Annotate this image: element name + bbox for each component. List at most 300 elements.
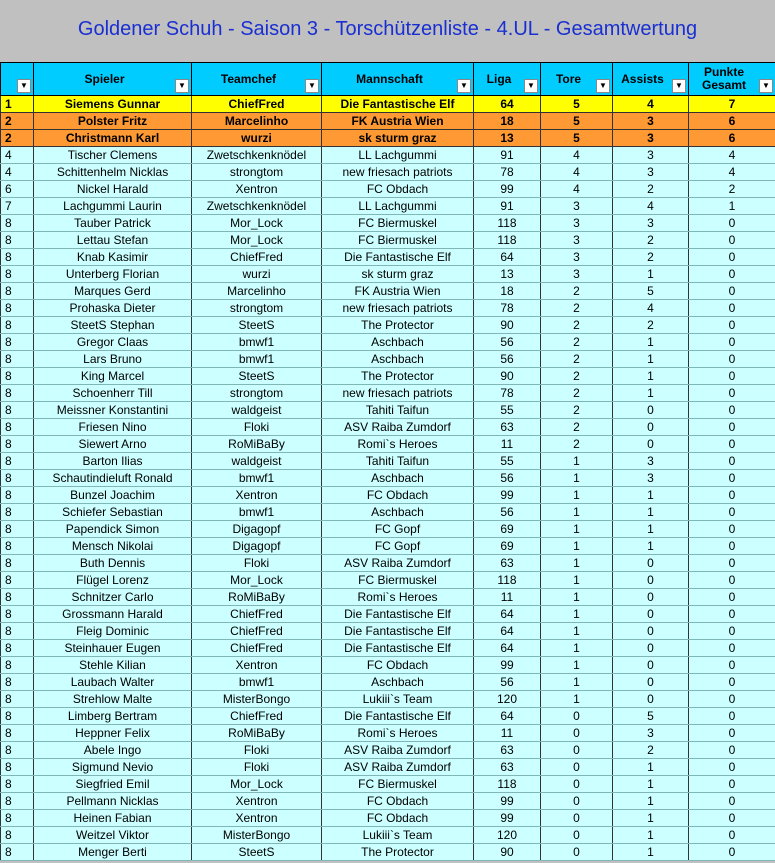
spieler-cell: Marques Gerd [34,283,192,300]
assists-cell: 0 [613,640,689,657]
rank-cell: 8 [1,606,34,623]
punkte-cell: 0 [689,521,775,538]
header-rank [1,63,34,96]
spieler-cell: Steinhauer Eugen [34,640,192,657]
spieler-cell: Siewert Arno [34,436,192,453]
teamchef-cell: RoMiBaBy [192,436,322,453]
rank-cell: 8 [1,436,34,453]
punkte-cell: 0 [689,674,775,691]
tore-cell: 0 [541,708,613,725]
liga-cell: 90 [474,368,541,385]
teamchef-cell: RoMiBaBy [192,589,322,606]
rank-cell: 8 [1,283,34,300]
tore-cell: 1 [541,589,613,606]
tore-cell: 5 [541,113,613,130]
punkte-cell: 0 [689,657,775,674]
teamchef-cell: bmwf1 [192,504,322,521]
teamchef-cell: wurzi [192,266,322,283]
rank-cell: 4 [1,164,34,181]
mannschaft-cell: FC Gopf [322,521,474,538]
liga-cell: 91 [474,147,541,164]
mannschaft-cell: Tahiti Taifun [322,453,474,470]
teamchef-cell: Xentron [192,657,322,674]
liga-cell: 118 [474,232,541,249]
punkte-cell: 0 [689,232,775,249]
teamchef-cell: ChiefFred [192,623,322,640]
table-row [1,827,775,844]
table-row [1,674,775,691]
mannschaft-cell: FC Obdach [322,487,474,504]
spieler-cell: Pellmann Nicklas [34,793,192,810]
teamchef-cell: Xentron [192,487,322,504]
table-row [1,572,775,589]
tore-cell: 1 [541,657,613,674]
liga-cell: 99 [474,793,541,810]
spieler-cell: Buth Dennis [34,555,192,572]
table-row [1,521,775,538]
teamchef-cell: Mor_Lock [192,572,322,589]
teamchef-cell: ChiefFred [192,708,322,725]
assists-cell: 1 [613,521,689,538]
tore-cell: 4 [541,181,613,198]
tore-cell: 3 [541,249,613,266]
teamchef-cell: Mor_Lock [192,776,322,793]
spieler-cell: Schnitzer Carlo [34,589,192,606]
mannschaft-cell: Aschbach [322,470,474,487]
rank-cell: 8 [1,504,34,521]
teamchef-cell: Digagopf [192,538,322,555]
teamchef-cell: Mor_Lock [192,232,322,249]
assists-cell: 4 [613,198,689,215]
liga-cell: 64 [474,249,541,266]
table-row [1,266,775,283]
spieler-cell: Abele Ingo [34,742,192,759]
liga-cell: 64 [474,606,541,623]
mannschaft-cell: Romi`s Heroes [322,436,474,453]
tore-cell: 4 [541,164,613,181]
liga-cell: 78 [474,300,541,317]
filter-dropdown-icon[interactable]: ▼ [17,79,31,93]
mannschaft-cell: Lukiii`s Team [322,691,474,708]
mannschaft-cell: The Protector [322,317,474,334]
rank-cell: 6 [1,181,34,198]
rank-cell: 8 [1,793,34,810]
teamchef-cell: Xentron [192,793,322,810]
liga-cell: 99 [474,487,541,504]
assists-cell: 3 [613,453,689,470]
tore-cell: 2 [541,283,613,300]
assists-cell: 3 [613,164,689,181]
liga-cell: 63 [474,419,541,436]
assists-cell: 1 [613,266,689,283]
rank-cell: 8 [1,742,34,759]
rank-cell: 8 [1,589,34,606]
table-row [1,742,775,759]
tore-cell: 2 [541,436,613,453]
table-row [1,793,775,810]
rank-cell: 8 [1,708,34,725]
spieler-cell: Knab Kasimir [34,249,192,266]
teamchef-cell: Zwetschkenknödel [192,198,322,215]
liga-cell: 56 [474,674,541,691]
filter-dropdown-icon[interactable]: ▼ [672,79,686,93]
mannschaft-cell: Die Fantastische Elf [322,606,474,623]
mannschaft-cell: ASV Raiba Zumdorf [322,555,474,572]
tore-cell: 1 [541,521,613,538]
table-row [1,844,775,861]
punkte-cell: 0 [689,453,775,470]
liga-cell: 64 [474,708,541,725]
teamchef-cell: Xentron [192,181,322,198]
table-row [1,181,775,198]
table-row [1,300,775,317]
table-row [1,96,775,113]
teamchef-cell: ChiefFred [192,606,322,623]
teamchef-cell: Xentron [192,810,322,827]
header-mannschaft: Mannschaft ▼ [322,63,474,96]
liga-cell: 64 [474,96,541,113]
table-row [1,402,775,419]
liga-cell: 13 [474,130,541,147]
punkte-cell: 0 [689,844,775,861]
tore-cell: 3 [541,232,613,249]
spieler-cell: Heppner Felix [34,725,192,742]
table-row [1,657,775,674]
spieler-cell: Schoenherr Till [34,385,192,402]
assists-cell: 2 [613,232,689,249]
spieler-cell: Sigmund Nevio [34,759,192,776]
filter-dropdown-icon[interactable]: ▼ [175,79,189,93]
spieler-cell: Flügel Lorenz [34,572,192,589]
spieler-cell: Friesen Nino [34,419,192,436]
spieler-cell: Strehlow Malte [34,691,192,708]
assists-cell: 3 [613,470,689,487]
rank-cell: 8 [1,521,34,538]
liga-cell: 90 [474,844,541,861]
teamchef-cell: bmwf1 [192,351,322,368]
rank-cell: 8 [1,215,34,232]
liga-cell: 118 [474,572,541,589]
tore-cell: 1 [541,674,613,691]
teamchef-cell: ChiefFred [192,249,322,266]
assists-cell: 1 [613,504,689,521]
assists-cell: 1 [613,810,689,827]
liga-cell: 11 [474,589,541,606]
filter-dropdown-icon[interactable]: ▼ [596,79,610,93]
mannschaft-cell: FK Austria Wien [322,283,474,300]
header-liga: Liga ▼ [474,63,541,96]
table-row [1,164,775,181]
assists-cell: 0 [613,623,689,640]
rank-cell: 8 [1,827,34,844]
punkte-cell: 0 [689,402,775,419]
spieler-cell: Lars Bruno [34,351,192,368]
spieler-cell: Unterberg Florian [34,266,192,283]
spieler-cell: Heinen Fabian [34,810,192,827]
tore-cell: 3 [541,215,613,232]
assists-cell: 1 [613,759,689,776]
assists-cell: 0 [613,572,689,589]
spieler-cell: Barton Ilias [34,453,192,470]
assists-cell: 3 [613,130,689,147]
punkte-cell: 0 [689,623,775,640]
punkte-cell: 0 [689,572,775,589]
rank-cell: 8 [1,640,34,657]
mannschaft-cell: Lukiii`s Team [322,827,474,844]
teamchef-cell: strongtom [192,300,322,317]
spieler-cell: Christmann Karl [34,130,192,147]
tore-cell: 1 [541,691,613,708]
rank-cell: 8 [1,776,34,793]
tore-cell: 1 [541,453,613,470]
spieler-cell: Schautindieluft Ronald [34,470,192,487]
assists-cell: 3 [613,147,689,164]
punkte-cell: 0 [689,589,775,606]
table-row [1,640,775,657]
tore-cell: 1 [541,623,613,640]
teamchef-cell: Marcelinho [192,283,322,300]
mannschaft-cell: FC Biermuskel [322,232,474,249]
teamchef-cell: bmwf1 [192,334,322,351]
mannschaft-cell: FC Biermuskel [322,572,474,589]
table-row [1,691,775,708]
teamchef-cell: ChiefFred [192,96,322,113]
tore-cell: 0 [541,810,613,827]
rank-cell: 7 [1,198,34,215]
mannschaft-cell: FC Obdach [322,793,474,810]
assists-cell: 0 [613,555,689,572]
mannschaft-cell: Die Fantastische Elf [322,640,474,657]
tore-cell: 0 [541,725,613,742]
assists-cell: 3 [613,215,689,232]
rank-cell: 8 [1,266,34,283]
mannschaft-cell: Aschbach [322,334,474,351]
table-row [1,232,775,249]
punkte-cell: 0 [689,215,775,232]
punkte-cell: 0 [689,368,775,385]
rank-cell: 8 [1,657,34,674]
punkte-cell: 0 [689,249,775,266]
punkte-cell: 0 [689,793,775,810]
liga-cell: 118 [474,215,541,232]
rank-cell: 8 [1,759,34,776]
assists-cell: 0 [613,691,689,708]
liga-cell: 56 [474,504,541,521]
punkte-cell: 0 [689,606,775,623]
table-row [1,470,775,487]
spieler-cell: Weitzel Viktor [34,827,192,844]
rank-cell: 8 [1,538,34,555]
assists-cell: 3 [613,725,689,742]
punkte-cell: 0 [689,691,775,708]
mannschaft-cell: LL Lachgummi [322,198,474,215]
liga-cell: 78 [474,385,541,402]
mannschaft-cell: sk sturm graz [322,130,474,147]
punkte-cell: 0 [689,708,775,725]
teamchef-cell: strongtom [192,164,322,181]
mannschaft-cell: Aschbach [322,674,474,691]
spieler-cell: Tischer Clemens [34,147,192,164]
assists-cell: 4 [613,96,689,113]
tore-cell: 1 [541,555,613,572]
assists-cell: 5 [613,708,689,725]
punkte-cell: 0 [689,419,775,436]
liga-cell: 118 [474,776,541,793]
table-row [1,385,775,402]
rank-cell: 8 [1,844,34,861]
scorer-table [0,62,775,861]
punkte-cell: 0 [689,334,775,351]
mannschaft-cell: FC Obdach [322,810,474,827]
assists-cell: 2 [613,181,689,198]
filter-dropdown-icon[interactable]: ▼ [457,79,471,93]
teamchef-cell: Floki [192,759,322,776]
assists-cell: 5 [613,283,689,300]
assists-cell: 1 [613,334,689,351]
filter-dropdown-icon[interactable]: ▼ [524,79,538,93]
table-row [1,436,775,453]
liga-cell: 64 [474,623,541,640]
punkte-cell: 2 [689,181,775,198]
table-row [1,215,775,232]
liga-cell: 63 [474,555,541,572]
spieler-cell: Fleig Dominic [34,623,192,640]
tore-cell: 2 [541,402,613,419]
mannschaft-cell: ASV Raiba Zumdorf [322,759,474,776]
tore-cell: 0 [541,793,613,810]
tore-cell: 1 [541,572,613,589]
header-spieler: Spieler ▼ [34,63,192,96]
liga-cell: 63 [474,742,541,759]
liga-cell: 64 [474,640,541,657]
punkte-cell: 0 [689,266,775,283]
teamchef-cell: Floki [192,555,322,572]
punkte-cell: 0 [689,470,775,487]
punkte-cell: 0 [689,300,775,317]
rank-cell: 8 [1,572,34,589]
tore-cell: 4 [541,147,613,164]
assists-cell: 0 [613,589,689,606]
mannschaft-cell: Aschbach [322,351,474,368]
teamchef-cell: waldgeist [192,402,322,419]
mannschaft-cell: Romi`s Heroes [322,589,474,606]
table-row [1,487,775,504]
table-row [1,283,775,300]
rank-cell: 8 [1,470,34,487]
tore-cell: 1 [541,470,613,487]
table-row [1,334,775,351]
filter-dropdown-icon[interactable]: ▼ [759,79,773,93]
spieler-cell: Bunzel Joachim [34,487,192,504]
tore-cell: 1 [541,606,613,623]
rank-cell: 8 [1,385,34,402]
mannschaft-cell: Die Fantastische Elf [322,623,474,640]
assists-cell: 1 [613,844,689,861]
header-assists: Assists ▼ [613,63,689,96]
tore-cell: 1 [541,504,613,521]
table-row [1,453,775,470]
teamchef-cell: Digagopf [192,521,322,538]
rank-cell: 4 [1,147,34,164]
rank-cell: 8 [1,300,34,317]
teamchef-cell: Mor_Lock [192,215,322,232]
spieler-cell: Schiefer Sebastian [34,504,192,521]
header-punkte-gesamt: Punkte Gesamt ▼ [689,63,775,96]
punkte-cell: 1 [689,198,775,215]
punkte-cell: 0 [689,810,775,827]
spieler-cell: Polster Fritz [34,113,192,130]
mannschaft-cell: ASV Raiba Zumdorf [322,742,474,759]
punkte-cell: 0 [689,776,775,793]
rank-cell: 8 [1,555,34,572]
rank-cell: 8 [1,368,34,385]
teamchef-cell: Floki [192,419,322,436]
spieler-cell: Mensch Nikolai [34,538,192,555]
mannschaft-cell: Tahiti Taifun [322,402,474,419]
mannschaft-cell: Aschbach [322,504,474,521]
liga-cell: 11 [474,436,541,453]
assists-cell: 0 [613,674,689,691]
tore-cell: 2 [541,385,613,402]
mannschaft-cell: Die Fantastische Elf [322,249,474,266]
table-row [1,130,775,147]
spieler-cell: Papendick Simon [34,521,192,538]
table-row [1,504,775,521]
liga-cell: 78 [474,164,541,181]
punkte-cell: 0 [689,640,775,657]
assists-cell: 1 [613,487,689,504]
teamchef-cell: MisterBongo [192,827,322,844]
tore-cell: 2 [541,317,613,334]
liga-cell: 69 [474,538,541,555]
filter-dropdown-icon[interactable]: ▼ [305,79,319,93]
rank-cell: 8 [1,249,34,266]
assists-cell: 0 [613,419,689,436]
assists-cell: 0 [613,402,689,419]
assists-cell: 0 [613,436,689,453]
liga-cell: 13 [474,266,541,283]
punkte-cell: 0 [689,827,775,844]
tore-cell: 0 [541,827,613,844]
table-row [1,249,775,266]
assists-cell: 3 [613,113,689,130]
punkte-cell: 0 [689,555,775,572]
teamchef-cell: Zwetschkenknödel [192,147,322,164]
table-row [1,776,775,793]
rank-cell: 1 [1,96,34,113]
teamchef-cell: ChiefFred [192,640,322,657]
tore-cell: 3 [541,198,613,215]
teamchef-cell: MisterBongo [192,691,322,708]
punkte-cell: 0 [689,436,775,453]
assists-cell: 1 [613,351,689,368]
mannschaft-cell: LL Lachgummi [322,147,474,164]
punkte-cell: 0 [689,504,775,521]
mannschaft-cell: new friesach patriots [322,164,474,181]
punkte-cell: 0 [689,725,775,742]
teamchef-cell: bmwf1 [192,674,322,691]
punkte-cell: 0 [689,487,775,504]
assists-cell: 0 [613,606,689,623]
assists-cell: 1 [613,827,689,844]
liga-cell: 11 [474,725,541,742]
mannschaft-cell: ASV Raiba Zumdorf [322,419,474,436]
rank-cell: 8 [1,232,34,249]
tore-cell: 0 [541,844,613,861]
spieler-cell: Siegfried Emil [34,776,192,793]
table-row [1,368,775,385]
liga-cell: 120 [474,827,541,844]
